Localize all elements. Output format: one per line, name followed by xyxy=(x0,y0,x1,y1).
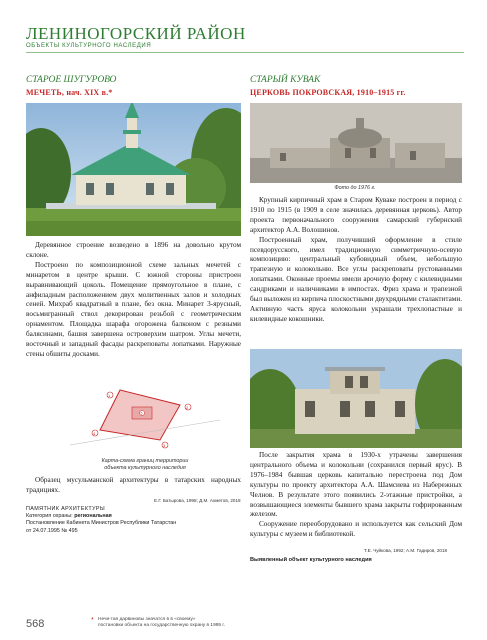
map-caption-line: объекта культурного наследия xyxy=(104,465,186,471)
footnote-asterisk: * xyxy=(91,617,94,624)
right-village-name: СТАРЫЙ КУВАК xyxy=(250,75,321,85)
territory-map xyxy=(70,385,220,455)
left-closing-text xyxy=(26,476,241,496)
right-paragraph: После закрытия храма в 1930-х утрачены завершения центрального объема и колокольни (сохранился первый ярус). В 1976–1984 бывшая церковь капитально перестроена под Дом культуры по проекту архитектора А.А. Шамсиева из Набережных Челнов. В результате этого появились 2-этажные пристройки, а возвышающиеся элементы бывшего храма закрыты гофрированным железом. xyxy=(250,451,462,519)
church-photo-caption: Фото до 1976 г. xyxy=(334,185,376,191)
monument-meta xyxy=(26,506,241,535)
category-value: региональная xyxy=(74,513,112,520)
page-header-title: ЛЕНИНОГОРСКИЙ РАЙОН xyxy=(26,24,246,43)
left-body-text xyxy=(26,241,241,360)
map-point-label: 2 xyxy=(186,405,189,410)
identified-object-label: Выявленный объект культурного наследия xyxy=(250,557,372,563)
monument-type-label: ПАМЯТНИК АРХИТЕКТУРЫ xyxy=(26,506,106,512)
map-point-label: 3 xyxy=(163,443,166,448)
protection-category xyxy=(26,513,241,520)
decree-line: Постановление Кабинета Министров Республики Татарстан xyxy=(26,520,177,527)
left-paragraph: Построено по композиционной схеме зальных мечетей с минаретом в центре крыши. С южной стороны пристроен выравнивающий цоколь. Помещение прямоугольное в плане, с анфиладным расположением двух молитвенных залов и холодных сеней. Михраб квадратный в плане, без окна. Минарет 3-ярусный, восьмигранный ствол декорирован резьбой с геометрическим орнаментом. Площадка шарафа огорожена балконом с резными балясинами, башня завершена островерхим шатром. Углы мечети, восточный и западный фасады раскреповаты лопатками. Наружные стены обшиты досками. xyxy=(26,260,241,358)
left-credit: Е.Г. Батырова, 1998; Д.М. Ахметов, 2018 xyxy=(154,498,241,503)
right-object-name: ЦЕРКОВЬ ПОКРОВСКАЯ, 1910–1915 гг. xyxy=(250,88,406,97)
footnote-line: постановки объекта на государственную охрану в 1995 г. xyxy=(98,623,225,629)
map-caption xyxy=(70,458,220,472)
right-paragraph: Построенный храм, получивший оформление в стиле псевдорусского, имел традиционную симметричную-осевую композицию: центральный кубовидный объем, небольшую трапезную и колокольню. Все углы раскреповаты рустованными лопатками. Оконные проемы имели арочную форму с килевидными сандриками и наличниками в импостах. Фриз храма и трапезной был выложен из кирпича плоскостными двухрядными сталактитами. Активную часть яруса колокольни украшали трехлопастные и килевидные кокошники. xyxy=(250,235,462,323)
left-closing-paragraph: Образец мусульманской архитектуры в татарских народных традициях. xyxy=(26,476,241,494)
left-object-name: МЕЧЕТЬ, нач. XIX в.* xyxy=(26,88,113,97)
left-paragraph: Деревянное строение возведено в 1896 на довольно крутом склоне. xyxy=(26,241,241,259)
left-village-name: СТАРОЕ ШУГУРОВО xyxy=(26,75,117,85)
mosque-photo xyxy=(26,103,241,236)
right-paragraph: Крупный кирпичный храм в Старом Куваке построен в период с 1910 по 1915 (в 1909 в селе значилась деревянная церковь). Автор проекта первоначального сооружения самарский губернский архитектор А.А. Волошинов. xyxy=(250,196,462,234)
map-point-label: 1 xyxy=(108,393,111,398)
page-header-subtitle: ОБЪЕКТЫ КУЛЬТУРНОГО НАСЛЕДИЯ xyxy=(26,43,152,49)
right-credit: Т.Е. Чуйкова, 1992; А.М. Гадиров, 2018 xyxy=(364,548,448,553)
map-caption-line: Карта-схема границ территории xyxy=(101,458,189,464)
map-point-label: 5 xyxy=(140,411,143,416)
category-prefix: Категория охраны: xyxy=(26,513,73,520)
header-divider xyxy=(26,52,464,53)
right-paragraph: Сооружение переоборудовано и используется как сельский Дом культуры с музеем и библиотекой. xyxy=(250,520,462,539)
page-number: 568 xyxy=(26,618,45,630)
decree-line: от 24.07.1995 № 495 xyxy=(26,527,78,534)
right-body-text-top xyxy=(250,196,462,325)
footnote xyxy=(98,617,225,629)
right-body-text-bottom xyxy=(250,451,462,540)
map-point-label: 4 xyxy=(93,431,96,436)
footnote-line: Нечи-тая дарвиновы значатся в в «своему» xyxy=(98,617,196,622)
church-modern-photo xyxy=(250,349,462,448)
church-historic-photo xyxy=(250,103,462,183)
